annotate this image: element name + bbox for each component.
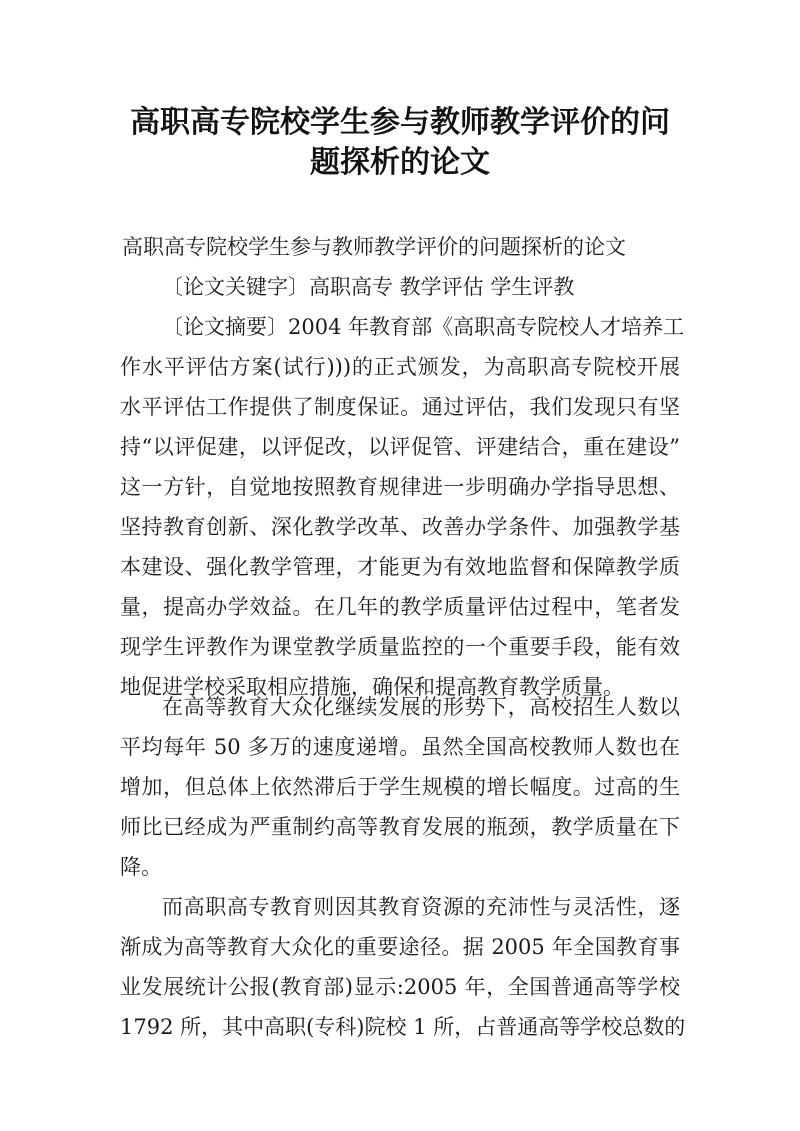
paragraph-line: 量，提高办学效益。在几年的教学质量评估过程中，笔者发 [120, 595, 680, 619]
document-title-line-1: 高职高专院校学生参与教师教学评价的问 [130, 105, 670, 140]
paragraph-line: 作水平评估方案(试行)))的正式颁发，为高职高专院校开展 [120, 355, 680, 379]
paragraph-line: 在高等教育大众化继续发展的形势下，高校招生人数以 [162, 695, 680, 719]
paragraph-line: 降。 [120, 855, 162, 879]
paragraph-line: 1792 所，其中高职(专科)院校 1 所，占普通高等学校总数的 [120, 1015, 686, 1039]
paragraph-line: 现学生评教作为课堂教学质量监控的一个重要手段，能有效 [120, 635, 680, 659]
paragraph-line: 〔论文摘要〕2004 年教育部《高职高专院校人才培养工 [162, 315, 685, 339]
paragraph-line: 增加，但总体上依然滞后于学生规模的增长幅度。过高的生 [120, 775, 680, 799]
paragraph-line: 本建设、强化教学管理，才能更为有效地监督和保障教学质 [120, 555, 680, 579]
paragraph-line: 而高职高专教育则因其教育资源的充沛性与灵活性，逐 [162, 895, 680, 919]
keywords-line: 〔论文关键字〕高职高专 教学评估 学生评教 [162, 275, 575, 299]
paragraph-line: 持“以评促建，以评促改，以评促管、评建结合，重在建设” [120, 435, 680, 459]
document-title-line-2: 题探析的论文 [310, 145, 490, 180]
paragraph-line: 师比已经成为严重制约高等教育发展的瓶颈，教学质量在下 [120, 815, 680, 839]
paragraph-line: 平均每年 50 多万的速度递增。虽然全国高校教师人数也在 [120, 735, 680, 759]
paragraph-line: 地促进学校采取相应措施，确保和提高教育教学质量。 [120, 675, 624, 699]
paragraph-line: 渐成为高等教育大众化的重要途径。据 2005 年全国教育事 [120, 935, 680, 959]
paragraph-line: 坚持教育创新、深化教学改革、改善办学条件、加强教学基 [120, 515, 680, 539]
paragraph-line: 这一方针，自觉地按照教育规律进一步明确办学指导思想、 [120, 475, 680, 499]
document-subtitle: 高职高专院校学生参与教师教学评价的问题探析的论文 [122, 235, 626, 259]
paragraph-line: 业发展统计公报(教育部)显示:2005 年，全国普通高等学校 [120, 975, 680, 999]
paragraph-line: 水平评估工作提供了制度保证。通过评估，我们发现只有坚 [120, 395, 680, 419]
